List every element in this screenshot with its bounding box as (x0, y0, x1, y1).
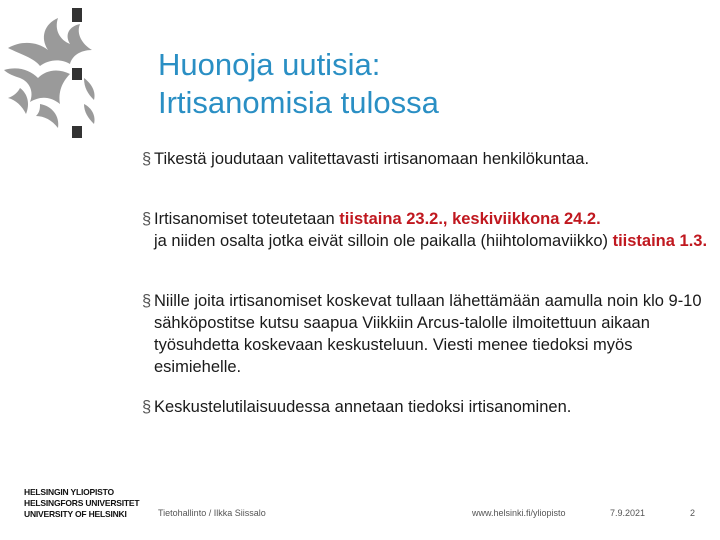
title-line-1: Huonoja uutisia: (158, 47, 381, 82)
bullet-text: Tikestä joudutaan valitettavasti irtisanomaan henkilökuntaa. (154, 150, 590, 168)
footer-author: Tietohallinto / Ilkka Siissalo (158, 508, 266, 518)
bullet-marker: § (142, 398, 152, 416)
university-flame-logo-icon (0, 0, 110, 140)
bullet-text: Niille joita irtisanomiset koskevat tullaan lähettämään aamulla noin klo 9-10 sähköpostitse kutsu saapua Viikkiin Arcus-talolle ilmoitettuun aikaan työsuhdetta koskevaan keskusteluun. Viesti menee tiedoksi myös esimiehelle. (154, 292, 702, 376)
footer-url: www.helsinki.fi/yliopisto (472, 508, 566, 518)
bullet-marker: § (142, 292, 152, 310)
university-wordmark (24, 487, 139, 520)
page-number: 2 (690, 508, 696, 518)
title-line-2: Irtisanomisia tulossa (158, 85, 439, 120)
bullet-item (142, 208, 707, 252)
bullet-text: Keskustelutilaisuudessa annetaan tiedoksi irtisanominen. (154, 398, 572, 416)
bullet-marker: § (142, 210, 152, 228)
bullet-text-part: Irtisanomiset toteutetaan (154, 210, 340, 228)
footer-date: 7.9.2021 (610, 508, 646, 518)
bullet-text (154, 208, 707, 252)
bullet-item (142, 396, 571, 418)
slide-title (158, 46, 439, 122)
bullet-item (142, 148, 589, 170)
bullet-marker: § (142, 150, 152, 168)
university-name-en: UNIVERSITY OF HELSINKI (24, 509, 127, 519)
university-name-fi: HELSINGIN YLIOPISTO (24, 487, 114, 497)
highlighted-date: tiistaina 1.3. (612, 232, 708, 250)
highlighted-dates: tiistaina 23.2., keskiviikkona 24.2. (339, 210, 601, 228)
bullet-item (142, 290, 712, 378)
university-name-sv: HELSINGFORS UNIVERSITET (24, 498, 140, 508)
bullet-text-part: ja niiden osalta jotka eivät silloin ole paikalla (hiihtolomaviikko) (154, 232, 613, 250)
